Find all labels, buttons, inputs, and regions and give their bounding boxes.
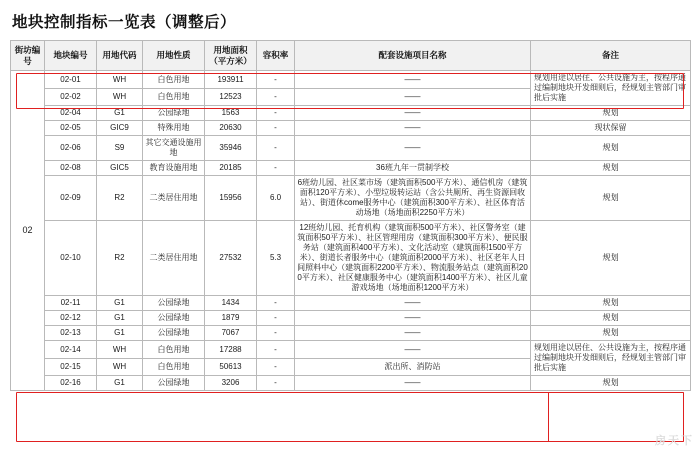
table-header-row [11, 41, 691, 71]
land-nature: 白色用地 [143, 358, 205, 376]
land-code: WH [97, 71, 143, 89]
plot-no: 02-05 [45, 121, 97, 136]
remark-cell: 现状保留 [531, 121, 691, 136]
table-row [11, 296, 691, 311]
facility-list: —— [295, 136, 531, 161]
land-nature: 特殊用地 [143, 121, 205, 136]
facility-list: 12班幼儿园、托育机构（建筑面积500平方米）、社区警务室（建筑面积50平方米）、社区管理用房（建筑面积300平方米）、便民服务站（建筑面积400平方米）、文化活动室（建筑面积1500平方米）、街道长者服务中心（建筑面积2000平方米）、社区老年人日间照料中心（建筑面积2200平方米）、物流服务站点（建筑面积200平方米）、社区健康服务中心（建筑面积1400平方米）、社区儿童游戏场地（场地面积1200平方米） [295, 221, 531, 296]
land-code: S9 [97, 136, 143, 161]
table-row [11, 71, 691, 89]
far-value: - [257, 161, 295, 176]
column-header-plot-no: 地块编号 [45, 41, 97, 71]
land-nature: 公园绿地 [143, 311, 205, 326]
land-area: 3206 [205, 376, 257, 391]
remark-cell: 规划 [531, 311, 691, 326]
land-code: R2 [97, 176, 143, 221]
land-code: G1 [97, 376, 143, 391]
far-value: - [257, 326, 295, 341]
far-value: - [257, 311, 295, 326]
land-area: 193911 [205, 71, 257, 89]
land-nature: 公园绿地 [143, 106, 205, 121]
remark-cell: 规划 [531, 221, 691, 296]
facility-list: —— [295, 296, 531, 311]
far-value: - [257, 376, 295, 391]
far-value: - [257, 88, 295, 106]
plot-no: 02-15 [45, 358, 97, 376]
remark-cell: 规划 [531, 106, 691, 121]
land-nature: 公园绿地 [143, 296, 205, 311]
remark-cell: 规划 [531, 326, 691, 341]
land-code: G1 [97, 326, 143, 341]
plot-control-table [10, 40, 691, 391]
table-body [11, 71, 691, 391]
remark-cell: 规划 [531, 136, 691, 161]
land-nature: 教育设施用地 [143, 161, 205, 176]
facility-list: 36班九年一贯制学校 [295, 161, 531, 176]
column-header-land-code: 用地代码 [97, 41, 143, 71]
plot-no: 02-12 [45, 311, 97, 326]
facility-list: —— [295, 326, 531, 341]
far-value: - [257, 136, 295, 161]
land-area: 1434 [205, 296, 257, 311]
land-nature: 二类居住用地 [143, 221, 205, 296]
land-code: WH [97, 88, 143, 106]
remark-cell: 规划 [531, 376, 691, 391]
land-nature: 其它交通设施用地 [143, 136, 205, 161]
far-value: - [257, 296, 295, 311]
remark-cell: 规划 [531, 176, 691, 221]
land-area: 12523 [205, 88, 257, 106]
highlight-box-plots-14-15 [16, 392, 684, 442]
facility-list: 6班幼儿园、社区菜市场（建筑面积500平方米）、通信机房（建筑面积120平方米）、小型垃圾转运站（含公共厕所、再生资源回收站）、街道休come服务中心（建筑面积300平方米）、社区体育活动场地（场地面积2250平方米） [295, 176, 531, 221]
land-nature: 二类居住用地 [143, 176, 205, 221]
remark-cell: 规划 [531, 161, 691, 176]
remark-cell: 规划 [531, 296, 691, 311]
facility-list: 派出所、消防站 [295, 358, 531, 376]
far-value: - [257, 71, 295, 89]
land-code: WH [97, 358, 143, 376]
column-header-street-no: 街坊编号 [11, 41, 45, 71]
land-area: 20185 [205, 161, 257, 176]
land-area: 1879 [205, 311, 257, 326]
land-area: 1563 [205, 106, 257, 121]
far-value: 5.3 [257, 221, 295, 296]
land-area: 7067 [205, 326, 257, 341]
plot-no: 02-02 [45, 88, 97, 106]
table-row [11, 311, 691, 326]
street-block-no: 02 [11, 71, 45, 391]
land-code: GIC9 [97, 121, 143, 136]
facility-list: —— [295, 341, 531, 359]
plot-no: 02-10 [45, 221, 97, 296]
land-code: WH [97, 341, 143, 359]
land-area: 17288 [205, 341, 257, 359]
land-nature: 白色用地 [143, 341, 205, 359]
facility-list: —— [295, 121, 531, 136]
facility-list: —— [295, 71, 531, 89]
remark-cell: 规划用途以居住、公共设施为主，按程序通过编制地块开发细则后，经规划主管部门审批后实施 [531, 341, 691, 376]
column-header-land-nature: 用地性质 [143, 41, 205, 71]
land-code: GIC5 [97, 161, 143, 176]
plot-no: 02-11 [45, 296, 97, 311]
table-row [11, 161, 691, 176]
plot-no: 02-06 [45, 136, 97, 161]
land-nature: 白色用地 [143, 88, 205, 106]
land-code: R2 [97, 221, 143, 296]
plot-no: 02-13 [45, 326, 97, 341]
table-row [11, 176, 691, 221]
land-area: 20630 [205, 121, 257, 136]
plot-no: 02-01 [45, 71, 97, 89]
column-header-land-area: 用地面积（平方米） [205, 41, 257, 71]
table-row [11, 376, 691, 391]
watermark: 房天下 [655, 435, 694, 447]
column-header-far: 容积率 [257, 41, 295, 71]
far-value: - [257, 358, 295, 376]
plot-no: 02-08 [45, 161, 97, 176]
far-value: 6.0 [257, 176, 295, 221]
land-code: G1 [97, 296, 143, 311]
table-header [11, 41, 691, 71]
far-value: - [257, 106, 295, 121]
land-area: 15956 [205, 176, 257, 221]
land-area: 27532 [205, 221, 257, 296]
land-nature: 白色用地 [143, 71, 205, 89]
column-header-remark: 备注 [531, 41, 691, 71]
land-code: G1 [97, 106, 143, 121]
table-row [11, 326, 691, 341]
land-area: 35946 [205, 136, 257, 161]
land-nature: 公园绿地 [143, 326, 205, 341]
land-nature: 公园绿地 [143, 376, 205, 391]
facility-list: —— [295, 106, 531, 121]
column-header-facility: 配套设施项目名称 [295, 41, 531, 71]
table-row [11, 341, 691, 359]
land-code: G1 [97, 311, 143, 326]
far-value: - [257, 341, 295, 359]
facility-list: —— [295, 376, 531, 391]
table-row [11, 106, 691, 121]
land-area: 50613 [205, 358, 257, 376]
facility-list: —— [295, 311, 531, 326]
facility-list: —— [295, 88, 531, 106]
plot-no: 02-04 [45, 106, 97, 121]
remark-cell: 规划用途以居住、公共设施为主，按程序通过编制地块开发细则后，经规划主管部门审批后实施 [531, 71, 691, 106]
table-row [11, 136, 691, 161]
table-row [11, 121, 691, 136]
page-title: 地块控制指标一览表（调整后） [12, 14, 237, 31]
plot-no: 02-09 [45, 176, 97, 221]
table-row [11, 221, 691, 296]
plot-no: 02-16 [45, 376, 97, 391]
plot-no: 02-14 [45, 341, 97, 359]
far-value: - [257, 121, 295, 136]
